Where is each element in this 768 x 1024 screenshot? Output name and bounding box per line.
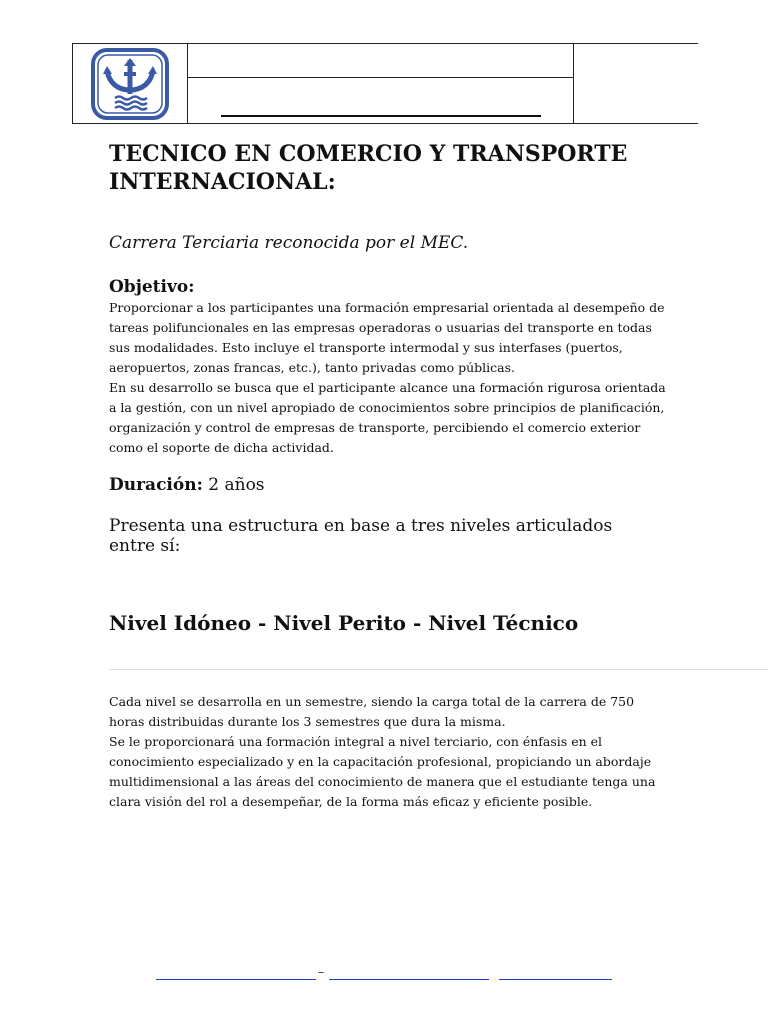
footer-link-1[interactable] [156,967,316,980]
objective-paragraph-2: En su desarrollo se busca que el participante alcance una formación rigurosa orientada a la gestión, con un nivel apropiado de conocimientos sobre principios de planificación, organización y control de empresas de transporte, percibiendo el comercio exterior como el soporte de dicha actividad. [109,380,666,455]
levels-divider [109,669,768,670]
duration-line [109,474,669,496]
page-title: TECNICO EN COMERCIO Y TRANSPORTE INTERNACIONAL: [109,141,628,195]
objective-heading: Objetivo: [109,277,195,297]
duration-label: Duración: [109,475,203,495]
header-right-cell [574,44,698,123]
header-middle-cell [188,44,574,123]
levels-heading: Nivel Idóneo - Nivel Perito - Nivel Técnico [109,611,579,635]
levels-paragraph-2: Se le proporcionará una formación integral a nivel terciario, con énfasis en el conocimiento especializado y en la capacitación profesional, propiciando un abordaje multidimensional a las áreas del conocimiento de manera que el estudiante tenga una clara visión del rol a desempeñar, de la forma más eficaz y eficiente posible. [109,734,656,809]
duration-value: 2 años [208,475,265,495]
logo-cell [73,44,188,123]
header-underline [221,115,541,117]
footer-link-2[interactable] [329,967,489,980]
document-body [109,140,669,636]
trident-waves-logo-icon [91,48,169,120]
structure-text: Presenta una estructura en base a tres niveles articulados entre sí: [109,516,613,556]
subtitle: Carrera Terciaria reconocida por el MEC. [109,233,469,253]
header-table [72,43,698,124]
objective-paragraph-1: Proporcionar a los participantes una formación empresarial orientada al desempeño de tareas polifuncionales en las empresas operadoras o usuarias del transporte en todas sus modalidades. Esto incluye el transporte intermodal y sus interfases (puertos, aeropuertos, zonas francas, etc.), tanto privadas como públicas. [109,300,665,375]
levels-paragraph-1: Cada nivel se desarrolla en un semestre, siendo la carga total de la carrera de 750 horas distribuidas durante los 3 semestres que dura la misma. [109,694,635,729]
footer-link-3[interactable] [499,967,612,980]
footer-separator: – [318,965,324,979]
header-row-divider [188,77,573,78]
levels-description [109,692,669,812]
